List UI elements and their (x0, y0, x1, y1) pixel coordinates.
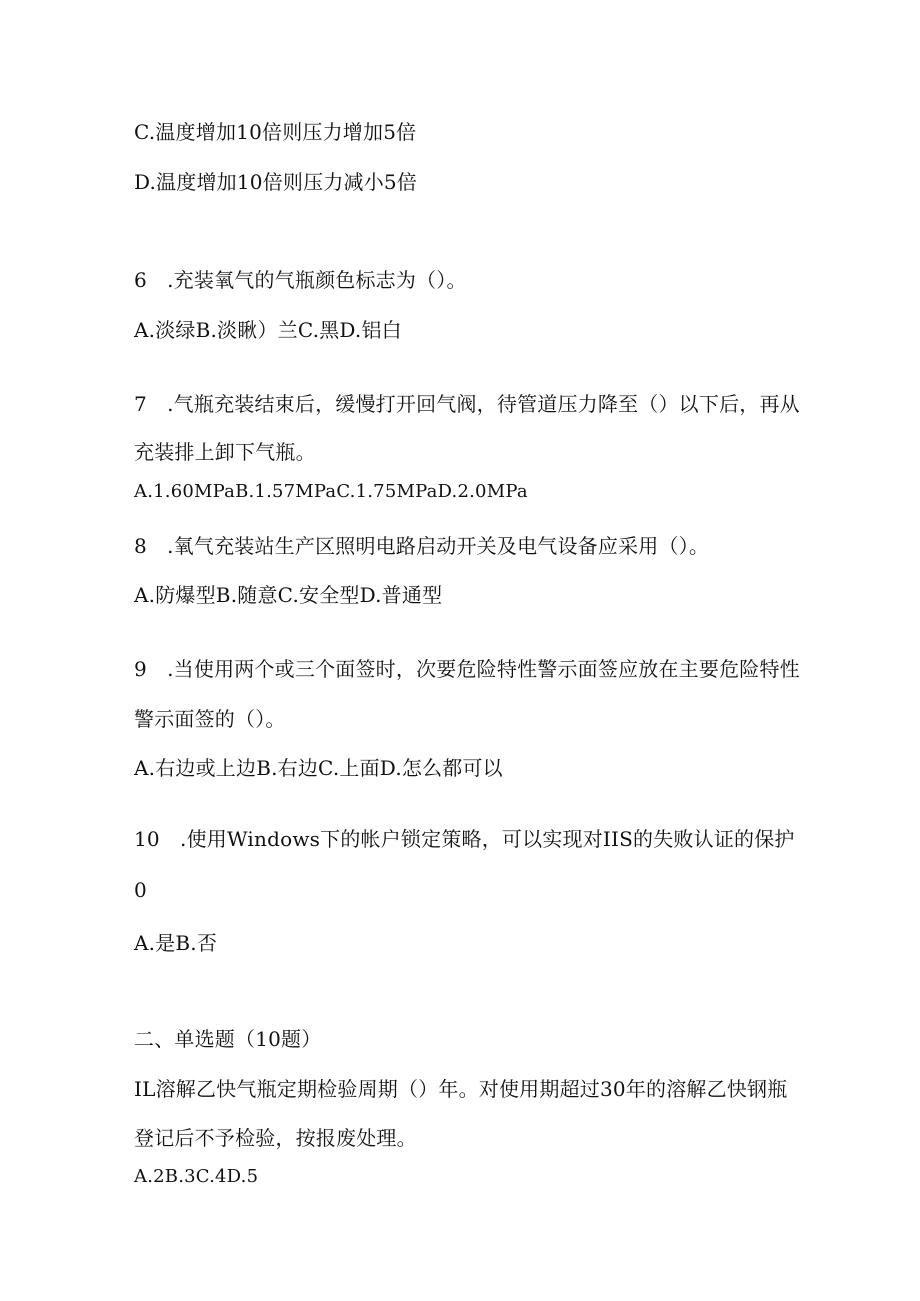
section-heading: 二、单选题（10题） (134, 1027, 322, 1051)
question-7-line-2: 充装排上卸下气瓶。 (134, 440, 316, 464)
question-9-line-2: 警示面签的（）。 (134, 707, 286, 731)
question-10-line-2: 0 (134, 878, 147, 902)
question-7-line-1: 7 .气瓶充装结束后，缓慢打开回气阀，待管道压力降至（）以下后，再从 (134, 392, 800, 416)
option-line-d: D.温度增加10倍则压力减小5倍 (134, 170, 418, 194)
question-9-line-1: 9 .当使用两个或三个面签时，次要危险特性警示面签应放在主要危险特性 (134, 657, 800, 681)
question-8: 8 .氧气充装站生产区照明电路启动开关及电气设备应采用（）。 (134, 534, 710, 558)
question-11-line-2: 登记后不予检验，按报废处理。 (134, 1126, 417, 1150)
question-6-options: A.淡绿B.淡瞅）兰C.黑D.铝白 (134, 318, 402, 342)
question-11-options: A.2B.3C.4D.5 (134, 1166, 259, 1187)
question-10-line-1: 10 .使用Windows下的帐户锁定策略，可以实现对IIS的失败认证的保护 (134, 827, 795, 851)
option-line-c: C.温度增加10倍则压力增加5倍 (134, 120, 417, 144)
question-6: 6 .充装氧气的气瓶颜色标志为（）。 (134, 268, 467, 292)
question-7-options: A.1.60MPaB.1.57MPaC.1.75MPaD.2.0MPa (134, 481, 528, 502)
question-11-line-1: IL溶解乙快气瓶定期检验周期（）年。对使用期超过30年的溶解乙快钢瓶 (134, 1077, 788, 1101)
question-8-options: A.防爆型B.随意C.安全型D.普通型 (134, 583, 443, 607)
question-9-options: A.右边或上边B.右边C.上面D.怎么都可以 (134, 756, 503, 780)
question-10-options: A.是B.否 (134, 931, 218, 955)
